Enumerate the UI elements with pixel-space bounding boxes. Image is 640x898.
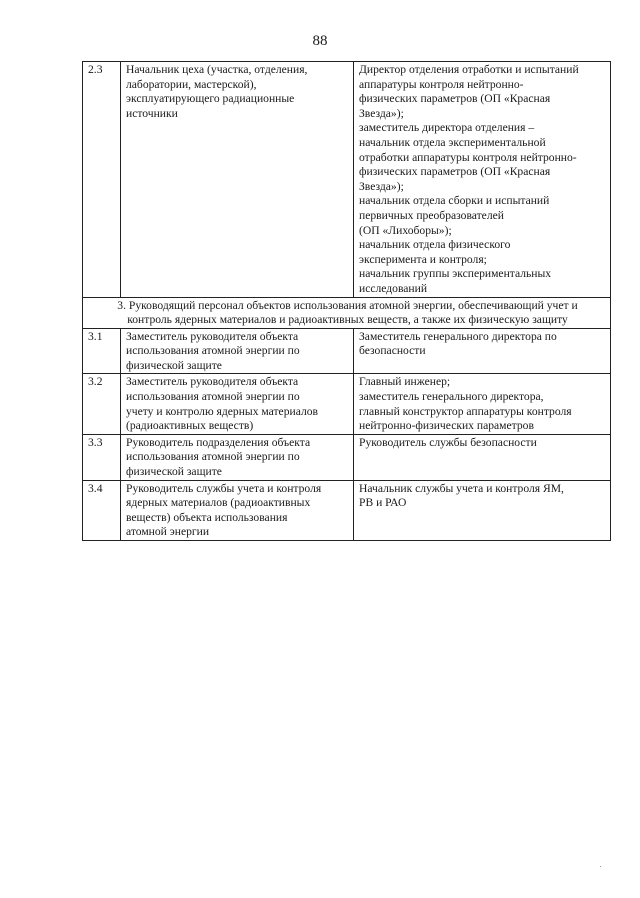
positions-table [82,61,611,541]
authority-line: начальник отдела экспериментальной [359,135,546,149]
position-line: Начальник цеха (участка, отделения, [126,63,308,76]
position-line: ядерных материалов (радиоактивных [126,496,311,510]
table-row [83,328,611,374]
position-line: (радиоактивных веществ) [126,419,254,433]
position-line: атомной энергии [126,525,210,539]
position-line: веществ) объекта использования [126,510,288,524]
authority-line: Звезда»); [359,106,404,120]
position-line: Руководитель службы учета и контроля [126,481,322,495]
position-line: физической защите [126,358,222,372]
authority-line: Директор отделения отработки и испытаний [359,63,579,76]
authority-cell [354,328,611,374]
section-heading-row [83,297,611,328]
row-number: 2.3 [83,62,121,298]
authority-cell [354,434,611,480]
authority-line: начальник группы экспериментальных [359,267,552,281]
table-row [83,62,611,298]
authority-line: начальник отдела сборки и испытаний [359,194,550,208]
scan-speck [600,866,601,867]
authority-line: заместитель директора отделения – [359,121,535,135]
authority-line: отработки аппаратуры контроля нейтронно- [359,150,577,164]
position-line: использования атомной энергии по [126,450,300,464]
authority-line: безопасности [359,344,426,358]
authority-line: Начальник службы учета и контроля ЯМ, [359,481,564,495]
authority-cell [354,62,611,298]
authority-line: исследований [359,281,428,295]
position-line: использования атомной энергии по [126,344,300,358]
authority-line: главный конструктор аппаратуры контроля [359,404,572,418]
section-heading [83,297,611,328]
authority-line: физических параметров (ОП «Красная [359,165,551,179]
authority-line: Главный инженер; [359,375,451,389]
position-line: физической защите [126,465,222,479]
row-number: 3.3 [83,434,121,480]
table-row [83,374,611,434]
position-line: лаборатории, мастерской), [126,77,257,91]
page-number: 88 [312,33,328,49]
authority-line: (ОП «Лихоборы»); [359,223,452,237]
authority-cell [354,374,611,434]
table-row [83,434,611,480]
position-cell [121,480,354,540]
authority-line: РВ и РАО [359,496,407,510]
position-line: учету и контролю ядерных материалов [126,404,319,418]
row-number: 3.4 [83,480,121,540]
row-number: 3.1 [83,328,121,374]
section-heading-line: контроль ядерных материалов и радиоактивных веществ, а также их физическую защиту [127,313,568,327]
position-line: источники [126,106,178,120]
table-row [83,480,611,540]
position-line: Руководитель подразделения объекта [126,435,311,449]
authority-line: физических параметров (ОП «Красная [359,92,551,106]
position-cell [121,434,354,480]
position-cell [121,374,354,434]
section-heading-line: 3. Руководящий персонал объектов использования атомной энергии, обеспечивающий учет и [117,298,578,312]
authority-line: Руководитель службы безопасности [359,435,537,449]
authority-line: начальник отдела физического [359,238,511,252]
position-line: использования атомной энергии по [126,390,300,404]
position-cell [121,62,354,298]
authority-line: Звезда»); [359,179,404,193]
authority-cell [354,480,611,540]
authority-line: заместитель генерального директора, [359,390,544,404]
authority-line: Заместитель генерального директора по [359,329,557,343]
authority-line: аппаратуры контроля нейтронно- [359,77,524,91]
authority-line: эксперимента и контроля; [359,252,487,266]
position-line: Заместитель руководителя объекта [126,329,299,343]
authority-line: нейтронно-физических параметров [359,419,534,433]
position-line: Заместитель руководителя объекта [126,375,299,389]
position-line: эксплуатирующего радиационные [126,92,295,106]
row-number: 3.2 [83,374,121,434]
authority-line: первичных преобразователей [359,208,504,222]
position-cell [121,328,354,374]
